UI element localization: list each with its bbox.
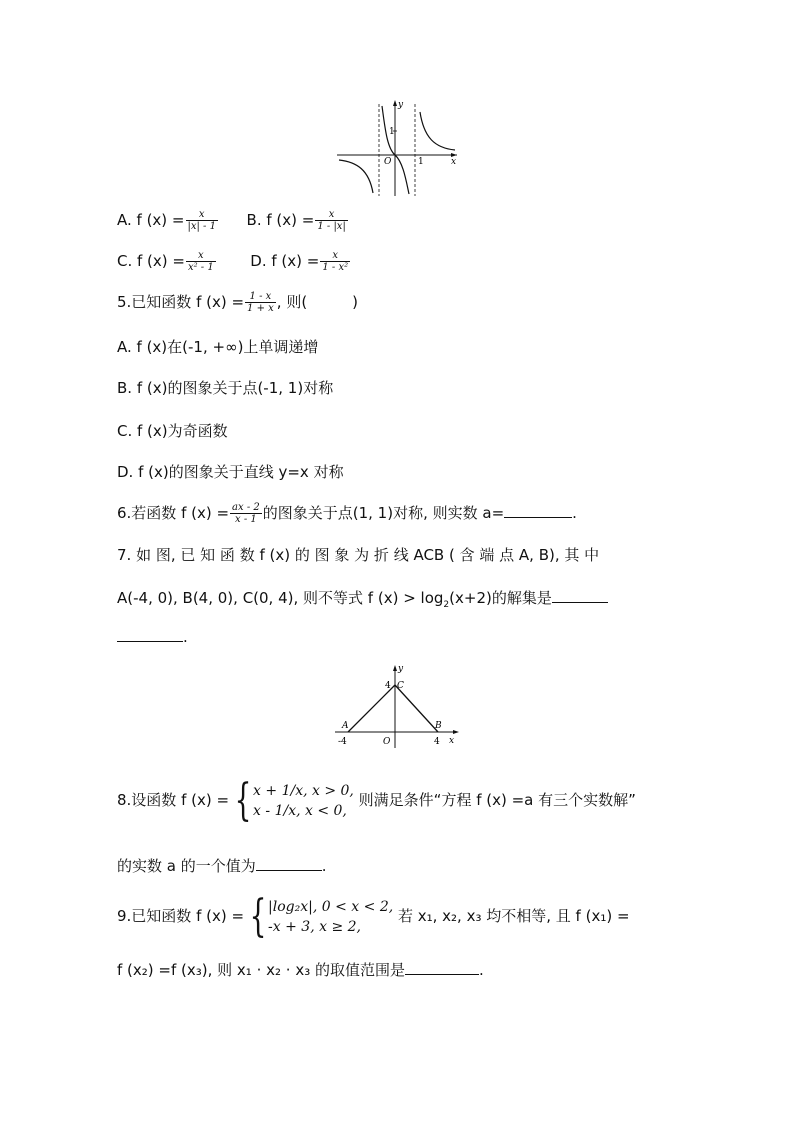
q7-answer-blank-1[interactable] bbox=[552, 588, 608, 603]
option-d-numerator: x bbox=[320, 250, 350, 262]
q8-end: . bbox=[321, 857, 327, 875]
label-origin: O bbox=[383, 737, 391, 747]
q5-denominator: 1 + x bbox=[247, 303, 274, 314]
q9-suffix: 若 x₁, x₂, x₃ 均不相等, 且 f (x₁) = bbox=[397, 907, 630, 925]
label-pos-4: 4 bbox=[434, 737, 440, 747]
option-d-label: D. f (x) = bbox=[250, 252, 320, 270]
q7-line-2 bbox=[117, 588, 608, 615]
q9-stem bbox=[117, 888, 630, 944]
figure-2-graph bbox=[333, 662, 463, 750]
curve-left-branch bbox=[339, 160, 373, 193]
q5-option-c: C. f (x)为奇函数 bbox=[117, 422, 228, 440]
y-axis-arrow bbox=[393, 665, 397, 671]
q8-line-2 bbox=[117, 856, 327, 876]
q5-option-d: D. f (x)的图象关于直线 y=x 对称 bbox=[117, 463, 344, 481]
label-top-4: 4 bbox=[385, 681, 391, 691]
q8-case-2: x - 1/x, x < 0, bbox=[253, 802, 347, 819]
q9-line-2 bbox=[117, 960, 484, 980]
q8-prefix: 8.设函数 f (x) = bbox=[117, 791, 230, 809]
option-c-fraction bbox=[186, 250, 216, 273]
q6-numerator: ax - 2 bbox=[232, 502, 260, 513]
option-c-denominator: x² - 1 bbox=[187, 262, 214, 273]
q8-suffix: 则满足条件“方程 f (x) =a 有三个实数解” bbox=[358, 791, 636, 809]
q6-denominator: x - 1 bbox=[235, 514, 257, 525]
q7-line-2-b: (x+2)的解集是 bbox=[449, 589, 552, 607]
q9-case-2: -x + 3, x ≥ 2, bbox=[268, 918, 361, 935]
option-b-denominator: 1 - |x| bbox=[317, 221, 346, 232]
q5-numerator: 1 - x bbox=[245, 291, 276, 303]
q7-end: . bbox=[183, 628, 188, 646]
y-axis-arrow bbox=[393, 100, 397, 106]
q6-answer-blank[interactable] bbox=[504, 503, 572, 518]
q5-stem-prefix: 5.已知函数 f (x) = bbox=[117, 293, 245, 311]
figure-1-graph bbox=[335, 98, 461, 198]
option-c-numerator: x bbox=[186, 250, 216, 262]
q7-line-1: 7. 如 图, 已 知 函 数 f (x) 的 图 象 为 折 线 ACB ( 含 端 点 A, B), 其 中 bbox=[117, 546, 600, 564]
q8-stem bbox=[117, 770, 636, 830]
option-a-numerator: x bbox=[186, 209, 218, 221]
q8-brace: { bbox=[234, 774, 252, 826]
q5-option-b: B. f (x)的图象关于点(-1, 1)对称 bbox=[117, 379, 334, 397]
q9-prefix: 9.已知函数 f (x) = bbox=[117, 907, 245, 925]
q7-log-base: 2 bbox=[443, 600, 450, 610]
label-a: A bbox=[342, 721, 349, 731]
label-x-axis: x bbox=[451, 157, 457, 167]
label-c: C bbox=[397, 681, 404, 691]
option-a-label: A. f (x) = bbox=[117, 211, 185, 229]
option-d-fraction bbox=[320, 250, 350, 273]
q7-line-2-a: A(-4, 0), B(4, 0), C(0, 4), 则不等式 f (x) > log bbox=[117, 589, 444, 607]
q6-prefix: 6.若函数 f (x) = bbox=[117, 504, 230, 522]
label-one-y: 1 bbox=[389, 127, 395, 137]
label-y-axis: y bbox=[398, 100, 404, 110]
q9-line-2-text: f (x₂) =f (x₃), 则 x₁ · x₂ · x₃ 的取值范围是 bbox=[117, 961, 405, 979]
q9-case-1: |log₂x|, 0 < x < 2, bbox=[268, 898, 394, 915]
q6-fraction bbox=[230, 502, 262, 525]
q7-answer-blank-2[interactable] bbox=[117, 627, 183, 642]
q5-stem-suffix: , 则( ) bbox=[276, 293, 359, 311]
q8-cases bbox=[253, 781, 354, 821]
polyline-acb bbox=[348, 685, 438, 732]
label-origin: O bbox=[384, 157, 392, 167]
q9-brace: { bbox=[249, 890, 267, 942]
label-b: B bbox=[435, 721, 442, 731]
q8-case-1: x + 1/x, x > 0, bbox=[253, 782, 354, 799]
option-b-label: B. f (x) = bbox=[246, 211, 315, 229]
q6-suffix: 的图象关于点(1, 1)对称, 则实数 a= bbox=[262, 504, 505, 522]
curve-right-branch bbox=[420, 112, 455, 150]
q5-stem bbox=[117, 291, 358, 314]
label-y-axis: y bbox=[398, 664, 404, 674]
q7-line-3 bbox=[117, 627, 188, 647]
q9-cases bbox=[268, 897, 393, 937]
q5-option-a: A. f (x)在(-1, +∞)上单调递增 bbox=[117, 338, 319, 356]
option-a-denominator: |x| - 1 bbox=[187, 221, 216, 232]
q4-options-row-1 bbox=[117, 209, 349, 232]
q6-end: . bbox=[572, 504, 577, 522]
label-neg-4: -4 bbox=[338, 737, 347, 747]
option-b-fraction bbox=[315, 209, 347, 232]
option-a-fraction bbox=[186, 209, 218, 232]
label-one-x: 1 bbox=[418, 157, 424, 167]
q8-line-2-text: 的实数 a 的一个值为 bbox=[117, 857, 256, 875]
q9-answer-blank[interactable] bbox=[405, 960, 479, 975]
option-d-denominator: 1 - x² bbox=[322, 262, 349, 273]
option-b-numerator: x bbox=[315, 209, 347, 221]
option-c-label: C. f (x) = bbox=[117, 252, 185, 270]
q9-end: . bbox=[478, 961, 484, 979]
q6-stem bbox=[117, 502, 577, 525]
q4-options-row-2 bbox=[117, 250, 351, 273]
x-axis-arrow bbox=[453, 730, 459, 734]
q8-answer-blank[interactable] bbox=[256, 856, 322, 871]
label-x-axis: x bbox=[449, 736, 455, 746]
q5-fraction bbox=[245, 291, 276, 314]
